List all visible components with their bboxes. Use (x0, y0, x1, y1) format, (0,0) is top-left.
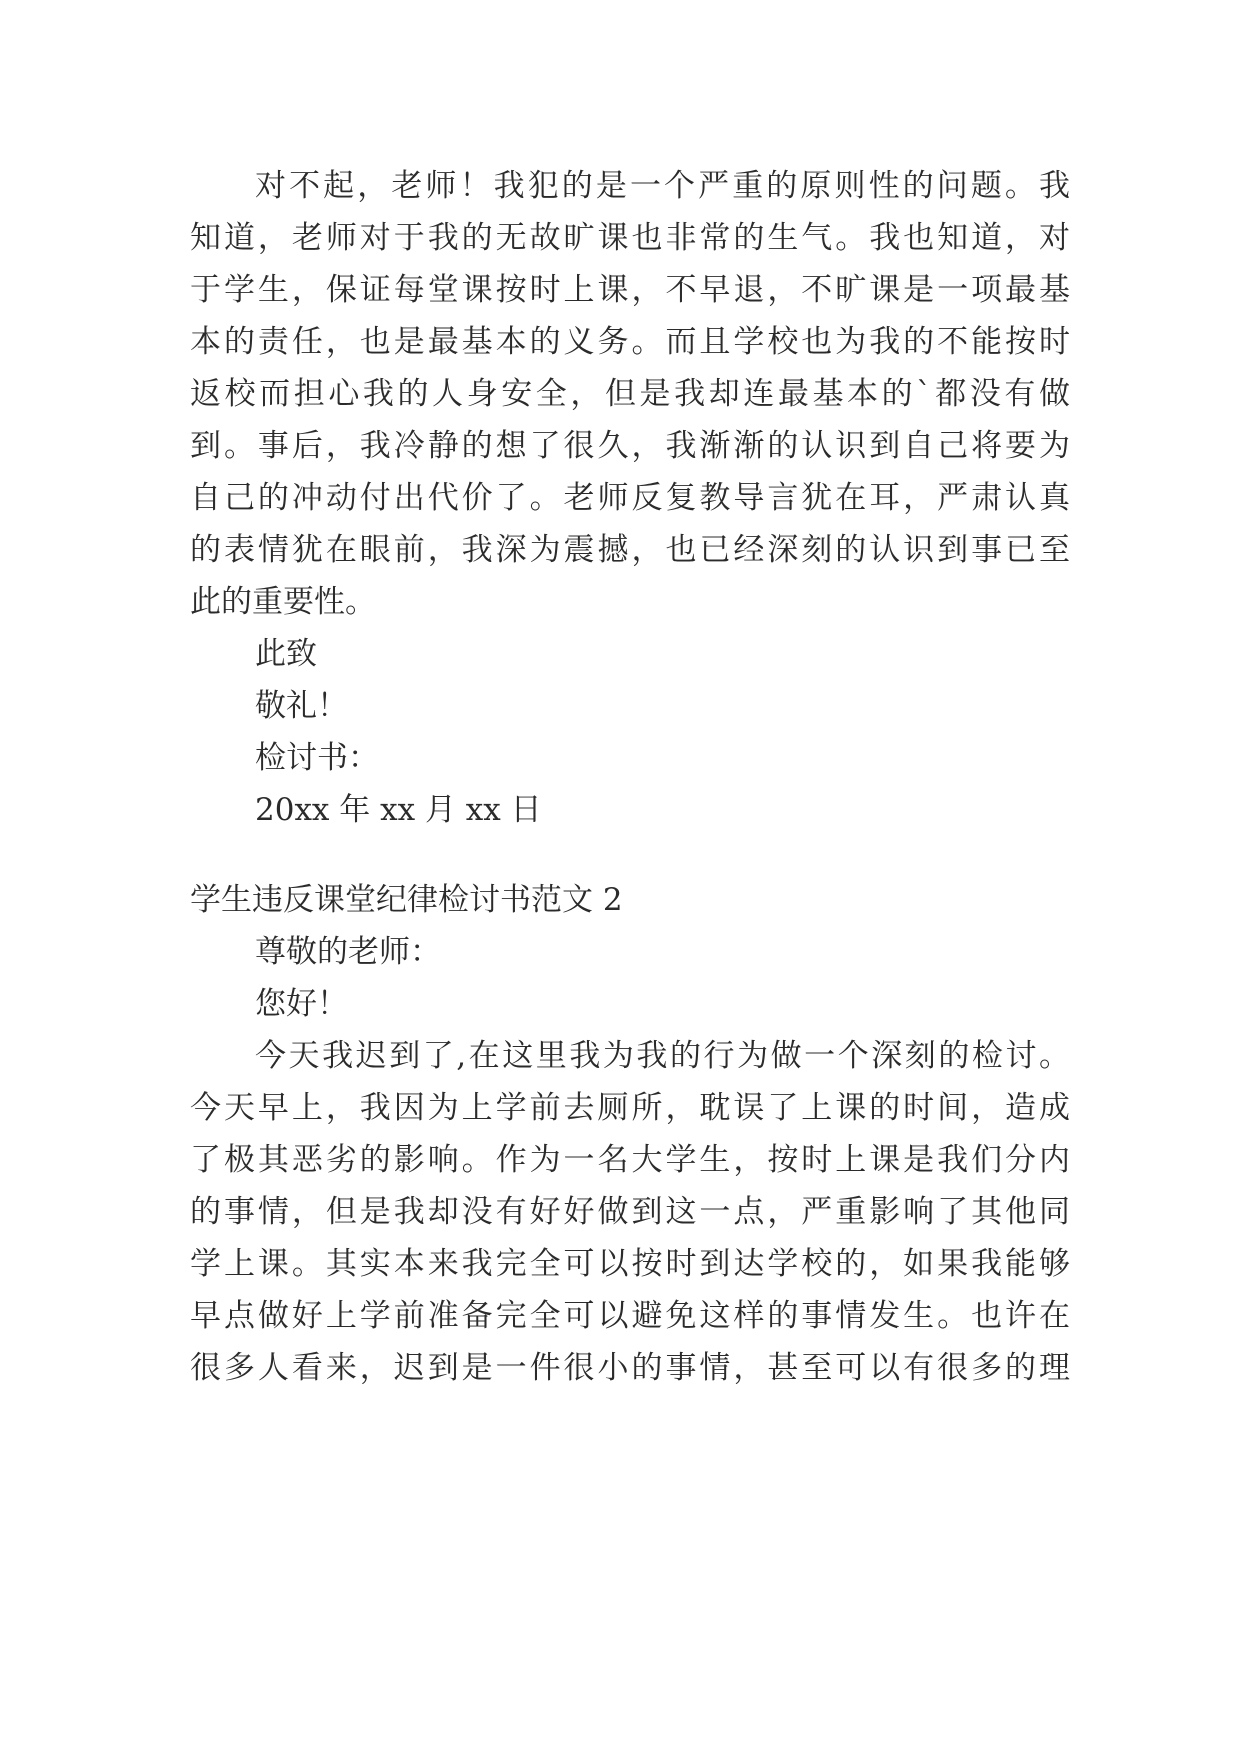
signature: 检讨书： (255, 740, 379, 776)
paragraph-line: 学上课。其实本来我完全可以按时到达学校的，如果我能够 (190, 1246, 1070, 1282)
salutation: 尊敬的老师： (255, 934, 441, 970)
paragraph-line: 早点做好上学前准备完全可以避免这样的事情发生。也许在 (190, 1298, 1070, 1334)
paragraph-line: 对不起，老师！我犯的是一个严重的原则性的问题。我 (255, 168, 1070, 204)
date: 20xx 年 xx 月 xx 日 (255, 792, 542, 828)
paragraph-line: 到。事后，我冷静的想了很久，我渐渐的认识到自己将要为 (190, 428, 1070, 464)
paragraph-line: 今天早上，我因为上学前去厕所，耽误了上课的时间，造成 (190, 1090, 1070, 1126)
paragraph-line: 很多人看来，迟到是一件很小的事情，甚至可以有很多的理 (190, 1350, 1070, 1386)
greeting: 您好！ (255, 986, 348, 1022)
paragraph-line: 了极其恶劣的影响。作为一名大学生，按时上课是我们分内 (190, 1142, 1070, 1178)
closing-line-2: 敬礼！ (255, 688, 348, 724)
paragraph-line: 自己的冲动付出代价了。老师反复教导言犹在耳，严肃认真 (190, 480, 1070, 516)
paragraph-line: 的事情，但是我却没有好好做到这一点，严重影响了其他同 (190, 1194, 1070, 1230)
section-title: 学生违反课堂纪律检讨书范文 2 (190, 882, 623, 918)
paragraph-line: 今天我迟到了,在这里我为我的行为做一个深刻的检讨。 (255, 1038, 1070, 1074)
closing-line-1: 此致 (255, 636, 317, 672)
paragraph-line: 知道，老师对于我的无故旷课也非常的生气。我也知道，对 (190, 220, 1070, 256)
paragraph-line: 本的责任，也是最基本的义务。而且学校也为我的不能按时 (190, 324, 1070, 360)
paragraph-line: 返校而担心我的人身安全，但是我却连最基本的`都没有做 (190, 376, 1070, 412)
paragraph-line: 于学生，保证每堂课按时上课，不早退，不旷课是一项最基 (190, 272, 1070, 308)
paragraph-line: 的表情犹在眼前，我深为震撼，也已经深刻的认识到事已至 (190, 532, 1070, 568)
paragraph-line: 此的重要性。 (190, 584, 376, 620)
